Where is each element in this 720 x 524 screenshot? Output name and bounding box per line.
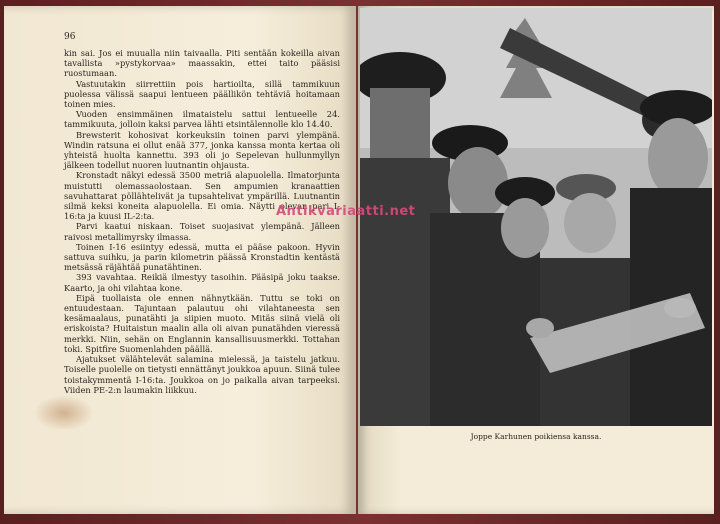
paragraph: Vastuutakin siirrettiin pois hartioilta, sillä tammikuun puolessa välissä saapui lentueen päällikön tehtäviä hoitamaan toinen mies.	[64, 78, 340, 110]
paragraph: Brewsterit kohosivat korkeuksiin toinen parvi ylempänä. Windin ratsuna ei ollut enää 377, jonka kanssa monta kertaa oli yhteistä huolta kannettu. 393 oli jo Sepelevan hullunmyllyn jälkeen todellut nuoren luutnantin ohjausta.	[64, 129, 340, 171]
paragraph: kin sai. Jos ei muualla niin taivaalla. Piti sentään kokeilla aivan tavallista »pystykorvaa» maassakin, ettei taito pääsisi ruostumaan.	[64, 48, 340, 79]
paragraph: Vuoden ensimmäinen ilmataistelu sattui lentueelle 24. tammikuuta, jolloin kaksi parvea lähti etsintälennolle klo 14.40.	[64, 109, 340, 130]
photo-caption: Joppe Karhunen poikiensa kanssa.	[470, 432, 602, 441]
paragraph: 393 vavahtaa. Reikiä ilmestyy tasoihin. Pääsipä joku taaksе. Kaarto, ja ohi vilahtaa kone.	[64, 272, 340, 293]
paragraph: Parvi kaatui niskaan. Toiset suojasivat ylempänä. Jälleen raivosi metallimyrsky ilmassa.	[64, 221, 340, 242]
watermark: Antikvariaatti.net	[276, 204, 416, 219]
paragraph: Toinen I-16 esiintyy edessä, mutta ei pääse pakoon. Hyvin sattuva suihku, ja parin kilometrin päässä Kronstadtin kentästä metsässä räjähtää punatähtinen.	[64, 241, 340, 273]
paragraph: Kronstadt näkyi edessä 3500 metriä alapuolella. Ilmatorjunta muistutti olemassaolostaan. Sen ampumien kranaattien savuhattarat pöllähtelivät ja tupsahtelivat ympärillä. Luutnantin silmä keksi koneita alapuolella. Ei omia. Näytti olevan pari I-16:ta ja kuusi IL-2:ta.	[64, 170, 340, 222]
body-text	[64, 48, 340, 395]
paragraph: Ajatukset välähtelevät salamina mielessä, ja taistelu jatkuu. Toiselle puolelle on tietysti ennättänyt joukkoa apuun. Siinä tulee toistakymmentä I-16:ta. Joukkoa on jo paikalla aivan tarpeeksi. Viiden PE-2:n laumakin liikkuu.	[64, 354, 340, 395]
page-number: 96	[64, 32, 76, 42]
paragraph: Eipä tuollaista ole ennen nähnytkään. Tuttu se toki on entuudestaan. Tajuntaan palautuu ohi vilahtaneesta sen kesämaalaus, punatähti ja siipien muoto. Mitäs siinä vielä oli eriskoista? Huitaistun maalin alla oli aivan punatähden vieressä merkki. Niin, sehän on Englannin kansallisuusmerkki. Tottahan toki. Spitfire Suomenlahden päällä.	[64, 292, 340, 354]
page-stain	[34, 395, 94, 431]
